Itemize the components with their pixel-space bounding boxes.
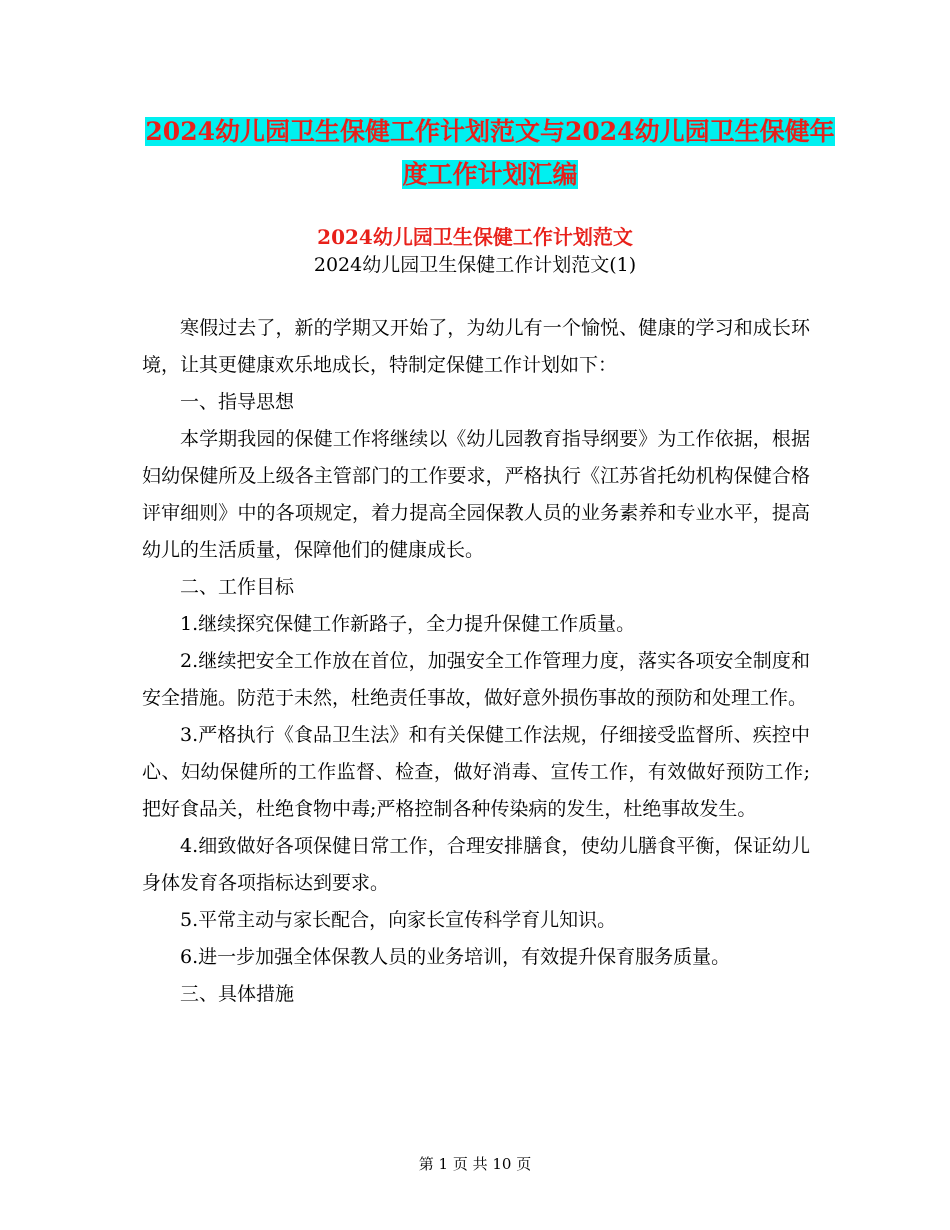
- document-body: [142, 310, 810, 1013]
- heading-guiding-thought: 一、指导思想: [180, 391, 295, 413]
- list-item: 4.细致做好各项保健日常工作，合理安排膳食，使幼儿膳食平衡，保证幼儿身体发育各项指标达到要求。: [142, 835, 810, 894]
- list-item: 5.平常主动与家长配合，向家长宣传科学育儿知识。: [180, 909, 617, 931]
- list-item: 2.继续把安全工作放在首位，加强安全工作管理力度，落实各项安全制度和安全措施。防范于未然，杜绝责任事故，做好意外损伤事故的预防和处理工作。: [142, 650, 810, 709]
- list-item: 1.继续探究保健工作新路子，全力提升保健工作质量。: [180, 613, 636, 635]
- section-subtitle: 2024幼儿园卫生保健工作计划范文(1): [313, 254, 637, 276]
- document-title: [140, 110, 840, 196]
- list-item: 3.严格执行《食品卫生法》和有关保健工作法规，仔细接受监督所、疾控中心、妇幼保健所的工作监督、检查，做好消毒、宣传工作，有效做好预防工作;把好食品关，杜绝食物中毒;严格控制各种传染病的发生，杜绝事故发生。: [142, 724, 810, 820]
- paragraph: 本学期我园的保健工作将继续以《幼儿园教育指导纲要》为工作依据，根据妇幼保健所及上级各主管部门的工作要求，严格执行《江苏省托幼机构保健合格评审细则》中的各项规定，着力提高全园保教人员的业务素养和专业水平，提高幼儿的生活质量，保障他们的健康成长。: [142, 428, 810, 561]
- heading-work-goals: 二、工作目标: [180, 576, 295, 598]
- list-item: 6.进一步加强全体保教人员的业务培训，有效提升保育服务质量。: [180, 946, 731, 968]
- heading-specific-measures: 三、具体措施: [180, 983, 295, 1005]
- page-footer: 第 1 页 共 10 页: [418, 1155, 532, 1173]
- paragraph: 寒假过去了，新的学期又开始了，为幼儿有一个愉悦、健康的学习和成长环境，让其更健康欢乐地成长，特制定保健工作计划如下：: [142, 317, 810, 376]
- section-title: 2024幼儿园卫生保健工作计划范文: [317, 225, 633, 249]
- document-title-text: 2024幼儿园卫生保健工作计划范文与2024幼儿园卫生保健年度工作计划汇编: [145, 117, 835, 189]
